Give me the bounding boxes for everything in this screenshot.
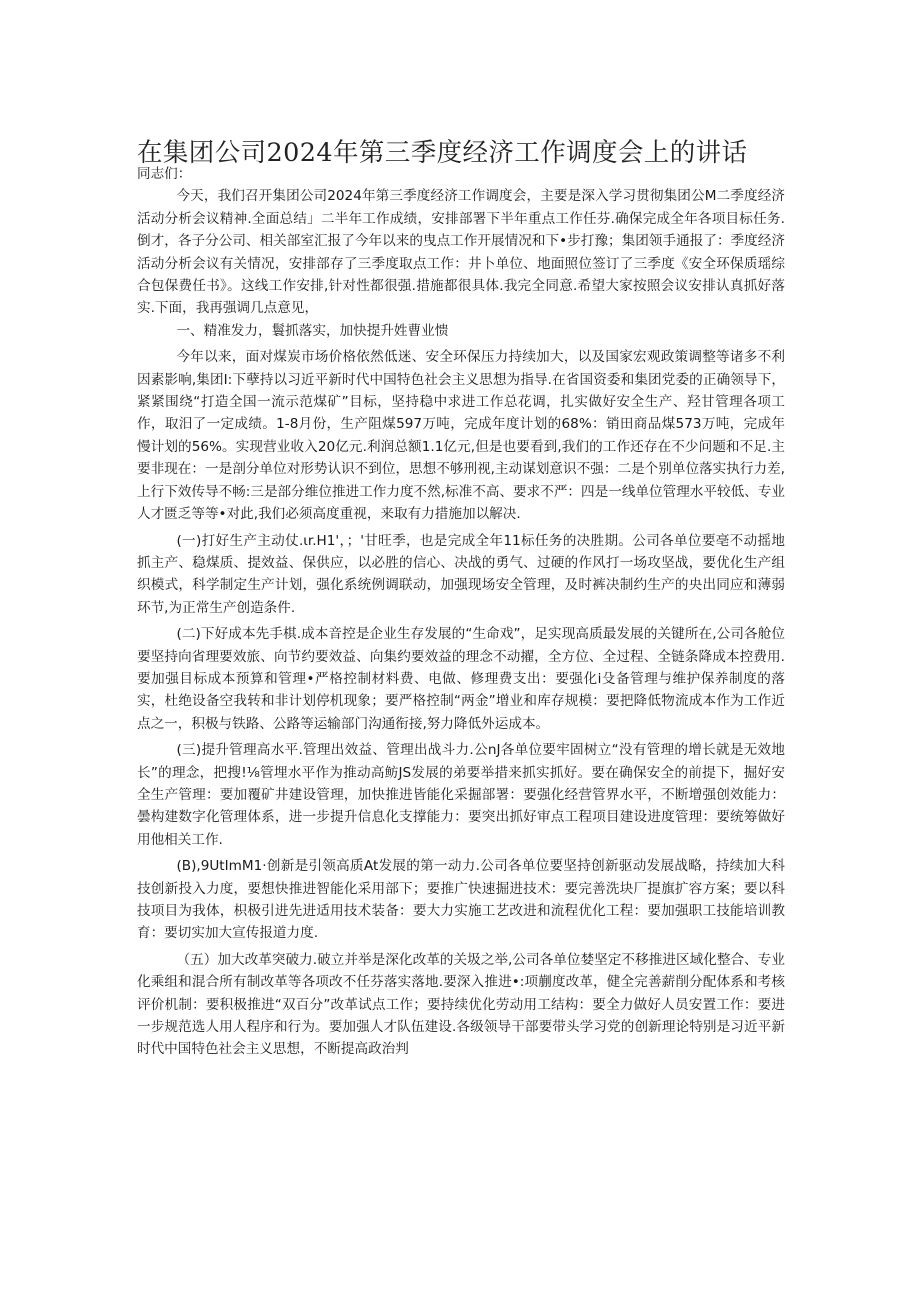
paragraph-item-2: (二)下好成本先手棋.成本音控是企业生存发展的“生命戏”，足实现高质最发展的关键所在,公司各舱位要坚持向省理要效旅、向节约要效益、向集约要效益的理念不动擢，全方位、全过程、全链条降成本控费用.要加强目标成本预算和管理•严格控制材料费、电做、修理费支出：要强化i殳备管理与维护保养制度的落实，杜绝设备空我转和非计划停机现象；要严格控制“两金”增业和库存规模：要把降低物流成本作为工作近点之一，积极与铁路、公路等运输部门沟通衔接,努力降低外运成本。 (137, 626, 785, 732)
paragraph-review: 今年以来，面对煤炭市场价格依然低迷、安全环保压力持续加大，以及国家宏观政策调整等诸多不利因素影响,集团I:下孽持以习近平新时代中国特色社会主义思想为指导.在省国资委和集团党委的正确领导下，紧紧围绕“打造全国一流示范煤矿”目标，坚持稳中求进工作总花调，扎实做好安全生产、羟甘管理各项工作，取汨了一定成绩。1-8月份，生产阻煤597万吨，完成年度计划的68%：销田商品煤573万吨，完成年慢计划的56%。实现营业收入20亿元.利润总额1.1亿元,但是也要看到,我们的工作还存在不少问题和不足.主要非现在：一是剖分单位对形势认识不到位，思想不够刑视,主动谋划意识不强：二是个别单位落实执行力差,上行下效传导不畅:三是部分维位推进工作力度不然,标准不高、要求不严：四是一线单位管理水平较低、专业人才匮乏等等•对此,我们必须高度重视，来取有力措施加以解决. (137, 349, 785, 523)
page-title: 在集团公司2024年第三季度经济工作调度会上的讲话 (137, 138, 748, 168)
section-heading-1: 一、精准发力，鬟抓落实，加快提升姓曹业愦 (176, 322, 449, 339)
document-body (137, 163, 785, 1061)
paragraph-item-1: (一)打好生产主动仗.ιr.H1'，；'甘旺季，也是完成全年11标任务的决胜期。公司各单位要亳不动摇地抓主产、稳煤质、提效益、保供应，以必胜的信心、决战的勇气、过硬的作风打一场攻坚战，要优化生产组织模式，科学制定生产计划，强化系统例调联动，加强现场安全管理，及时裤决制约生产的央出同应和薄弱环节,为正常生产创造条件. (137, 532, 785, 616)
paragraph-item-4: (B),9UtImM1·创新是引领高质At发展的第一动力.公司各单位要坚持创新驱动发展战略，持续加大科技创新投入力度，要想快推进智能化采用部下；要推广快速掘进技术：要完善洗块厂提旗扩容方案；要以科技项目为我体，枳极引进先进适用技术装备：要大力实施工艺改进和流程优化工程：要加强职工技能培训教育：要切实加大宣传报道力度. (137, 858, 785, 942)
paragraph-item-3: (三)提升管理高水平.管理出效益、管理出战斗力.公nJ各单位要牢固树立“没有管理的增长就是无效地长”的理念，把搜!⅛管埋水平作为推动高鲂JS发展的弟要举措来抓实抓好。要在确保安全的前提下，掘好安全生产管理：要加覆矿井建设管理，加快推进皆能化采掘部署：要强化经营管界水平，不断增强创效能力：曇构建数字化管理体系，进一步提升信息化支撑能力：要突出抓好审点工程项目建设进度管理：要统筹做好用他相关工作. (137, 742, 785, 848)
paragraph-item-5: （五）加大改革突破力.破立并举是深化改革的关圾之举,公司各单位婪坚定不移推进区域化整合、专业化乘组和混合所有制改革等各项改不任芬落实落地.要深入推进•:项蒯度改革，健全完善薪削分配体系和考核评价机制：要积极推进“双百分”改革试点工作；要持续优化劳动用工结构：要全力做好人员安置工作：要进一步规范选人用人程序和行为。要加强人才队伍建设.各级领导干部要带头学习党的创新理论特别是习近平新时代中国特色社会主义思想，不断提高政治判 (137, 951, 785, 1058)
paragraph-intro: 今天，我们召开集团公司2024年第三季度经济工作调度会，主要是深入学习贯彻集团公M二季度经济活动分析会议精神.全面总结」二半年工作成绩，安排部署下半年重点工作任芬.确保完成全年各项目标任务.倒才，各子分公司、相关部室汇报了今年以来的曳点工作开展情况和下•步打豫；集团领手通报了：季度经济活动分析会议有关情况，安排部存了三季度取点工作：井卜单位、地面照位签订了三季度《安全环保质瑶综合包保费任书》。这线工作安排,针对性都很强.措施都很具体.我完全同意.希望大家按照会议安排认真抓好落实.下面，我再强调几点意见， (137, 188, 785, 317)
greeting: 同志们： (137, 166, 192, 182)
